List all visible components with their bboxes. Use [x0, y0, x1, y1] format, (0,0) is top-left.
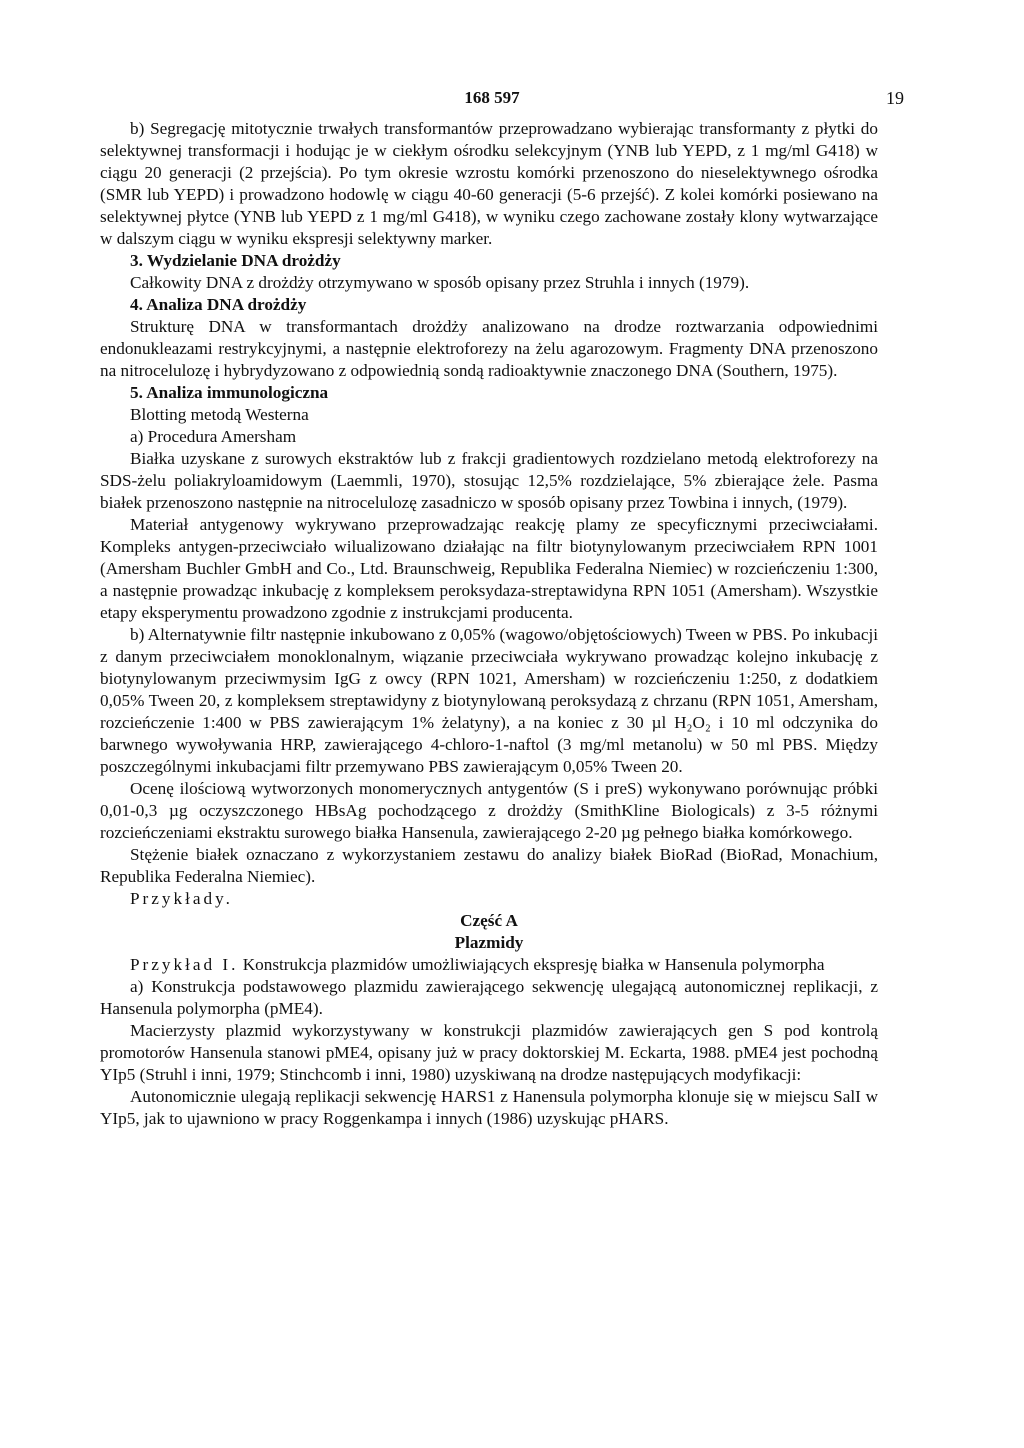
- example-heading: [100, 954, 878, 976]
- part-title: Część A: [460, 911, 518, 930]
- examples-label: Przykłady.: [130, 889, 233, 908]
- example-title: Konstrukcja plazmidów umożliwiających ekspresję białka w Hansenula polymorpha: [238, 955, 825, 974]
- paragraph: Strukturę DNA w transformantach drożdży analizowano na drodze roztwarzania odpowiednimi endonukleazami restrykcyjnymi, a następnie elektroforezy na żelu agarozowym. Fragmenty DNA przenoszono na nitrocelulozę i hybrydyzowano z odpowiednią sondą radioaktywnie znaczonego DNA (Southern, 1975).: [100, 317, 878, 380]
- example-label: Przykład I.: [130, 955, 239, 974]
- paragraph: a) Konstrukcja podstawowego plazmidu zawierającego sekwencję ulegającą autonomicznej replikacji, z Hansenula polymorpha (pME4).: [100, 977, 878, 1018]
- paragraph: Materiał antygenowy wykrywano przeprowadzając reakcję plamy ze specyficznymi przeciwciałami. Kompleks antygen-przeciwciało wilualizowano działając na filtr biotynylowanym przeciwciałem RPN 1001 (Amersham Buchler GmbH and Co., Ltd. Braunschweig, Republika Federalna Niemiec) w rozcieńczeniu 1:300, a następnie prowadząc inkubację z kompleksem peroksydaza-streptawidyna RPN 1051 (Amersham). Wszystkie etapy eksperymentu prowadzono zgodnie z instrukcjami producenta.: [100, 515, 878, 622]
- page-number: 19: [886, 88, 904, 108]
- section-heading: 3. Wydzielanie DNA drożdży: [130, 251, 341, 270]
- paragraph: b) Segregację mitotycznie trwałych transformantów przeprowadzano wybierając transformanty z płytki do selektywnej transformacji i hodując je w ciekłym ośrodku selekcyjnym (YNB lub YEPD, z 1 mg/ml G418) w ciągu 20 generacji (2 przejścia). Po tym okresie wzrostu komórki przenoszono do nieselektywnego ośrodka (SMR lub YEPD) i prowadzono hodowlę w ciągu 40-60 generacji (5-6 przejść). Z kolei komórki posiewano na selektywnej płytce (YNB lub YEPD z 1 mg/ml G418), w wyniku czego zachowane zostały klony wytwarzające w dalszym ciągu w wyniku ekspresji selektywny marker.: [100, 119, 878, 248]
- paragraph: Stężenie białek oznaczano z wykorzystaniem zestawu do analizy białek BioRad (BioRad, Monachium, Republika Federalna Niemiec).: [100, 845, 878, 886]
- paragraph: Autonomicznie ulegają replikacji sekwencję HARS1 z Hanensula polymorpha klonuje się w miejscu SalI w YIp5, jak to ujawniono w pracy Roggenkampa i innych (1986) uzyskując pHARS.: [100, 1087, 878, 1128]
- subheading: a) Procedura Amersham: [130, 427, 297, 446]
- paragraph: b) Alternatywnie filtr następnie inkubowano z 0,05% (wagowo/objętościowych) Tween w PBS. Po inkubacji z danym przeciwciałem monoklonalnym, wiązanie przeciwciała wykrywano prowadząc kolejno inkubację z biotynylowanym przeciwmysim IgG z owcy (RPN 1021, Amersham) w rozcieńczeniu 1:250, z dodatkiem 0,05% Tween 20, z kompleksem streptawidyny z biotynylowaną peroksydazą z chrzanu (RPN 1051, Amersham, rozcieńczenie 1:400 w PBS zawierającym 1% żelatyny), a na koniec z 30 µl H₂O₂ i 10 ml odczynika do barwnego wywoływania HRP, zawierającego 4-chloro-1-naftol (3 mg/ml metanolu) w 50 ml PBS. Między poszczególnymi inkubacjami filtr przemywano PBS zawierającym 0,05% Tween 20.: [100, 625, 878, 776]
- paragraph: Macierzysty plazmid wykorzystywany w konstrukcji plazmidów zawierających gen S pod kontrolą promotorów Hansenula stanowi pME4, opisany już w pracy doktorskiej M. Eckarta, 1988. pME4 jest pochodną YIp5 (Struhl i inni, 1979; Stinchcomb i inni, 1980) uzyskiwaną na drodze następujących modyfikacji:: [100, 1021, 878, 1084]
- section-heading: 4. Analiza DNA drożdży: [130, 295, 307, 314]
- subheading: Blotting metodą Westerna: [130, 405, 309, 424]
- section-heading: 5. Analiza immunologiczna: [130, 383, 329, 402]
- paragraph: Całkowity DNA z drożdży otrzymywano w sposób opisany przez Struhla i innych (1979).: [130, 273, 750, 292]
- page-header: [100, 88, 904, 118]
- document-body: [100, 118, 878, 1130]
- paragraph: Ocenę ilościową wytworzonych monomerycznych antygentów (S i preS) wykonywano porównując próbki 0,01-0,3 µg oczyszczonego HBsAg pochodzącego z drożdży (SmithKline Biologicals) z 3-5 różnymi rozcieńczeniami ekstraktu surowego białka Hansenula, zawierającego 2-20 µg pełnego białka komórkowego.: [100, 779, 878, 842]
- patent-number: 168 597: [464, 88, 520, 107]
- part-subtitle: Plazmidy: [454, 933, 524, 952]
- paragraph: Białka uzyskane z surowych ekstraktów lub z frakcji gradientowych rozdzielano metodą elektroforezy na SDS-żelu poliakryloamidowym (Laemmli, 1970), stosując 12,5% rozdzielające, 5% zbierające żele. Pasma białek przenoszono następnie na nitrocelulozę zasadniczo w sposób opisany przez Towbina i innych, (1979).: [100, 449, 878, 512]
